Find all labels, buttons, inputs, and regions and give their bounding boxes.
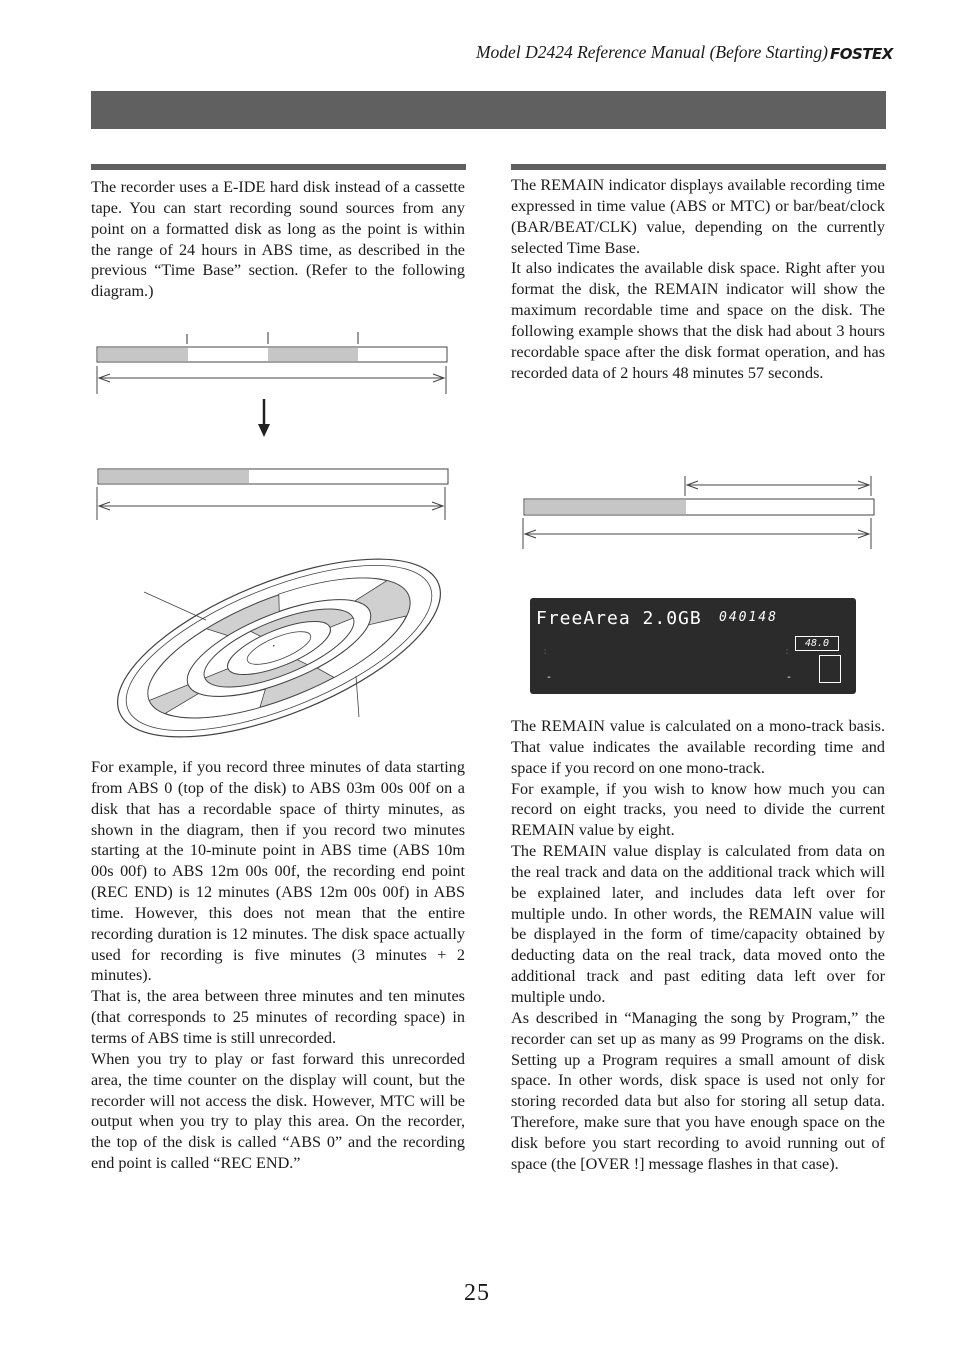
lcd-meter-box: 48.0	[795, 636, 839, 651]
brand-logo: FOSTEX	[830, 45, 893, 63]
lcd-dot-mark: :	[784, 646, 791, 657]
lcd-level-meter	[819, 655, 841, 683]
right-paragraph: For example, if you wish to know how much you can record on eight tracks, you need to divide the current REMAIN value by eight.	[511, 779, 885, 840]
right-intro-paragraph: The REMAIN indicator displays available recording time expressed in time value (ABS or MTC) or bar/beat/clock (BAR/BEAT/CLK) value, depending on the currently selected Time Base.	[511, 176, 885, 257]
left-paragraph: For example, if you record three minutes of data starting from ABS 0 (top of the disk) to ABS 03m 00s 00f on a disk that has a recordable space of thirty minutes, as shown in the diagram, then if you record two minutes starting at the 10-minute point in ABS time (ABS 10m 00s 00f) to ABS 12m 00s 00f, the recording end point (REC END) is 12 minutes (ABS 12m 00s 00f) in ABS time. However, this does not mean that the entire recording duration is 12 minutes. The disk space actually used for recording is five minutes (3 minutes + 2 minutes).	[91, 758, 465, 985]
page-number: 25	[464, 1280, 490, 1306]
lcd-dot-mark: :	[542, 646, 549, 657]
lcd-free-area: FreeArea 2.0GB	[536, 608, 702, 629]
left-intro-text: The recorder uses a E-IDE hard disk instead of a cassette tape. You can start recording sound sources from any point on a formatted disk as long as the point is within the range of 24 hours in ABS time, as described in the previous “Time Base” section. (Refer to the following diagram.)	[91, 178, 465, 301]
right-paragraph: As described in “Managing the song by Program,” the recorder can set up as many as 99 Programs on the disk. Setting up a Program requires a small amount of disk space. In other words, disk space is used not only for storing recorded data but also for storing all setup data. Therefore, make sure that you have enough space on the disk before you start recording to avoid running out of space (the [OVER !] message flashes in that case).	[511, 1008, 885, 1173]
lcd-tick-mark: -	[546, 672, 553, 683]
remain-lcd-display	[530, 598, 856, 694]
page-header-title: Model D2424 Reference Manual (Before Starting)	[475, 42, 828, 62]
left-paragraph: When you try to play or fast forward this unrecorded area, the time counter on the display will count, but the recorder will not access the disk. However, MTC will be output when you try to play this area. On the recorder, the top of the disk is called “ABS 0” and the recording end point is called “REC END.”	[91, 1049, 465, 1173]
right-paragraph: The REMAIN value is calculated on a mono-track basis. That value indicates the available recording time and space if you record on one mono-track.	[511, 717, 885, 777]
right-paragraph: The REMAIN value display is calculated from data on the real track and data on the additional track which will be explained later, and includes data left over for multiple undo. In other words, the REMAIN value will be displayed in the form of time/capacity obtained by deducting data on the real track, data moved onto the additional track and past editing data left over for multiple undo.	[511, 842, 885, 1006]
left-paragraph: That is, the area between three minutes and ten minutes (that corresponds to 25 minutes of recording space) in terms of ABS time is still unrecorded.	[91, 987, 465, 1047]
lcd-counter: 040148	[719, 610, 778, 625]
lcd-tick-mark: -	[786, 672, 793, 683]
right-intro-paragraph: It also indicates the available disk space. Right after you format the disk, the REMAIN indicator will show the maximum recordable time and space on the disk. The following example shows that the disk had about 3 hours recordable space after the disk format operation, and has recorded data of 2 hours 48 minutes 57 seconds.	[511, 259, 885, 382]
right-body	[511, 716, 885, 1175]
